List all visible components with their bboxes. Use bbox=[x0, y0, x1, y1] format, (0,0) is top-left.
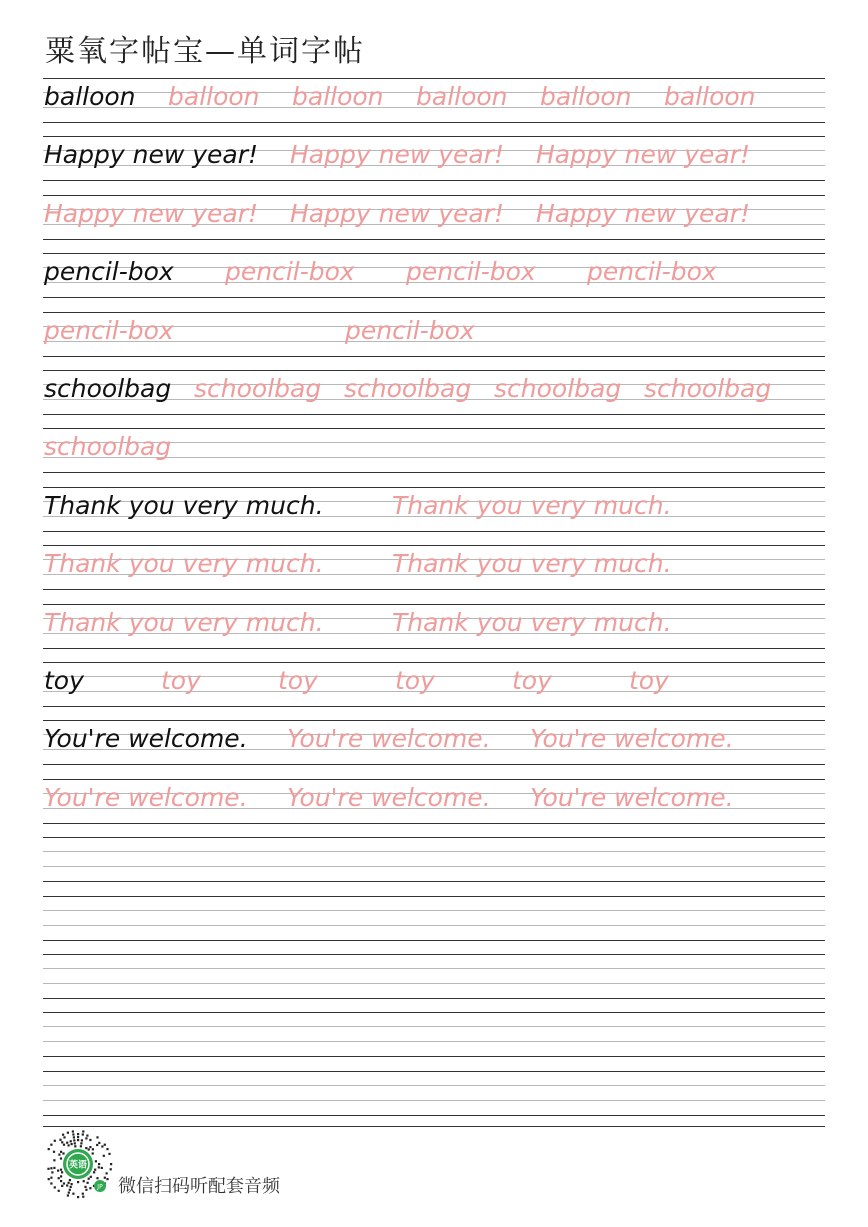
rule-line bbox=[43, 545, 825, 546]
rule-line bbox=[43, 896, 825, 897]
trace-word: pencil-box bbox=[225, 257, 355, 287]
rule-line bbox=[43, 1056, 825, 1057]
rule-line bbox=[43, 531, 825, 532]
rule-line bbox=[43, 1012, 825, 1013]
trace-word: pencil-box bbox=[345, 315, 475, 345]
rule-line bbox=[43, 253, 825, 254]
rule-line bbox=[43, 428, 825, 429]
trace-word: Happy new year! bbox=[44, 198, 259, 228]
rule-line bbox=[43, 136, 825, 137]
rule-line bbox=[43, 881, 825, 882]
page-title: 粟氧字帖宝—单词字帖 bbox=[45, 34, 365, 69]
trace-word: schoolbag bbox=[194, 374, 322, 403]
rule-line bbox=[43, 312, 825, 313]
model-word: Happy new year! bbox=[44, 140, 259, 170]
trace-word: You're welcome. bbox=[530, 782, 734, 812]
model-word: Thank you very much. bbox=[44, 490, 324, 520]
trace-word: balloon bbox=[416, 82, 508, 111]
rule-line bbox=[43, 983, 825, 984]
trace-word: pencil-box bbox=[406, 257, 536, 287]
trace-word: schoolbag bbox=[644, 374, 772, 403]
trace-word: Thank you very much. bbox=[44, 607, 324, 637]
rule-line bbox=[43, 764, 825, 765]
trace-word: Happy new year! bbox=[536, 198, 751, 228]
trace-word: Thank you very much. bbox=[392, 490, 672, 520]
model-word: balloon bbox=[44, 82, 136, 111]
rule-line bbox=[43, 297, 825, 298]
trace-word: pencil-box bbox=[587, 257, 717, 287]
trace-word: Thank you very much. bbox=[392, 549, 672, 579]
trace-word: balloon bbox=[292, 82, 384, 111]
rule-line bbox=[43, 195, 825, 196]
model-word: schoolbag bbox=[44, 374, 172, 403]
qr-badge-label: 英语 bbox=[68, 1160, 88, 1171]
trace-word: schoolbag bbox=[44, 432, 172, 462]
rule-line bbox=[43, 1071, 825, 1072]
rule-line bbox=[43, 866, 825, 867]
rule-line bbox=[43, 78, 825, 79]
trace-word: You're welcome. bbox=[287, 724, 491, 754]
footer bbox=[42, 1128, 362, 1198]
rule-line bbox=[43, 1085, 825, 1086]
trace-word: schoolbag bbox=[344, 374, 472, 403]
trace-word: balloon bbox=[168, 82, 260, 111]
rule-line bbox=[43, 180, 825, 181]
rule-line bbox=[43, 239, 825, 240]
rule-line bbox=[43, 648, 825, 649]
scan-audio-caption: 微信扫码听配套音频 bbox=[118, 1176, 280, 1197]
rule-line bbox=[43, 998, 825, 999]
rule-line bbox=[43, 851, 825, 852]
trace-word: toy bbox=[512, 666, 552, 695]
trace-word: toy bbox=[161, 666, 201, 695]
trace-word: Happy new year! bbox=[536, 140, 751, 170]
rule-line bbox=[43, 968, 825, 969]
rule-line bbox=[43, 837, 825, 838]
rule-line bbox=[43, 940, 825, 941]
trace-word: You're welcome. bbox=[287, 782, 491, 812]
rule-line bbox=[43, 1026, 825, 1027]
rule-line bbox=[43, 720, 825, 721]
trace-word: pencil-box bbox=[44, 315, 174, 345]
rule-line bbox=[43, 1041, 825, 1042]
rule-line bbox=[43, 604, 825, 605]
rule-line bbox=[43, 910, 825, 911]
rule-line bbox=[43, 487, 825, 488]
rule-line bbox=[43, 779, 825, 780]
rule-line bbox=[43, 122, 825, 123]
rule-line bbox=[43, 589, 825, 590]
rule-line bbox=[43, 662, 825, 663]
rule-line bbox=[43, 356, 825, 357]
model-word: pencil-box bbox=[44, 257, 174, 287]
qr-code-icon bbox=[42, 1128, 114, 1200]
rule-line bbox=[43, 370, 825, 371]
trace-word: balloon bbox=[664, 82, 756, 111]
trace-word: Happy new year! bbox=[290, 198, 505, 228]
rule-line bbox=[43, 414, 825, 415]
trace-word: Thank you very much. bbox=[392, 607, 672, 637]
rule-line bbox=[43, 1115, 825, 1116]
trace-word: toy bbox=[395, 666, 435, 695]
trace-word: schoolbag bbox=[494, 374, 622, 403]
rule-line bbox=[43, 472, 825, 473]
model-word: toy bbox=[44, 666, 84, 695]
rule-line bbox=[43, 823, 825, 824]
model-word: You're welcome. bbox=[44, 724, 248, 754]
rule-line bbox=[43, 1100, 825, 1101]
trace-word: You're welcome. bbox=[530, 724, 734, 754]
rule-line bbox=[43, 925, 825, 926]
trace-word: Happy new year! bbox=[290, 140, 505, 170]
trace-word: toy bbox=[629, 666, 669, 695]
rule-line bbox=[43, 706, 825, 707]
rule-line bbox=[43, 954, 825, 955]
trace-word: toy bbox=[278, 666, 318, 695]
handwriting-practice-sheet bbox=[43, 78, 825, 1118]
trace-word: You're welcome. bbox=[44, 782, 248, 812]
trace-word: Thank you very much. bbox=[44, 549, 324, 579]
trace-word: balloon bbox=[540, 82, 632, 111]
qr-small-badge-label: JP bbox=[97, 1183, 103, 1191]
